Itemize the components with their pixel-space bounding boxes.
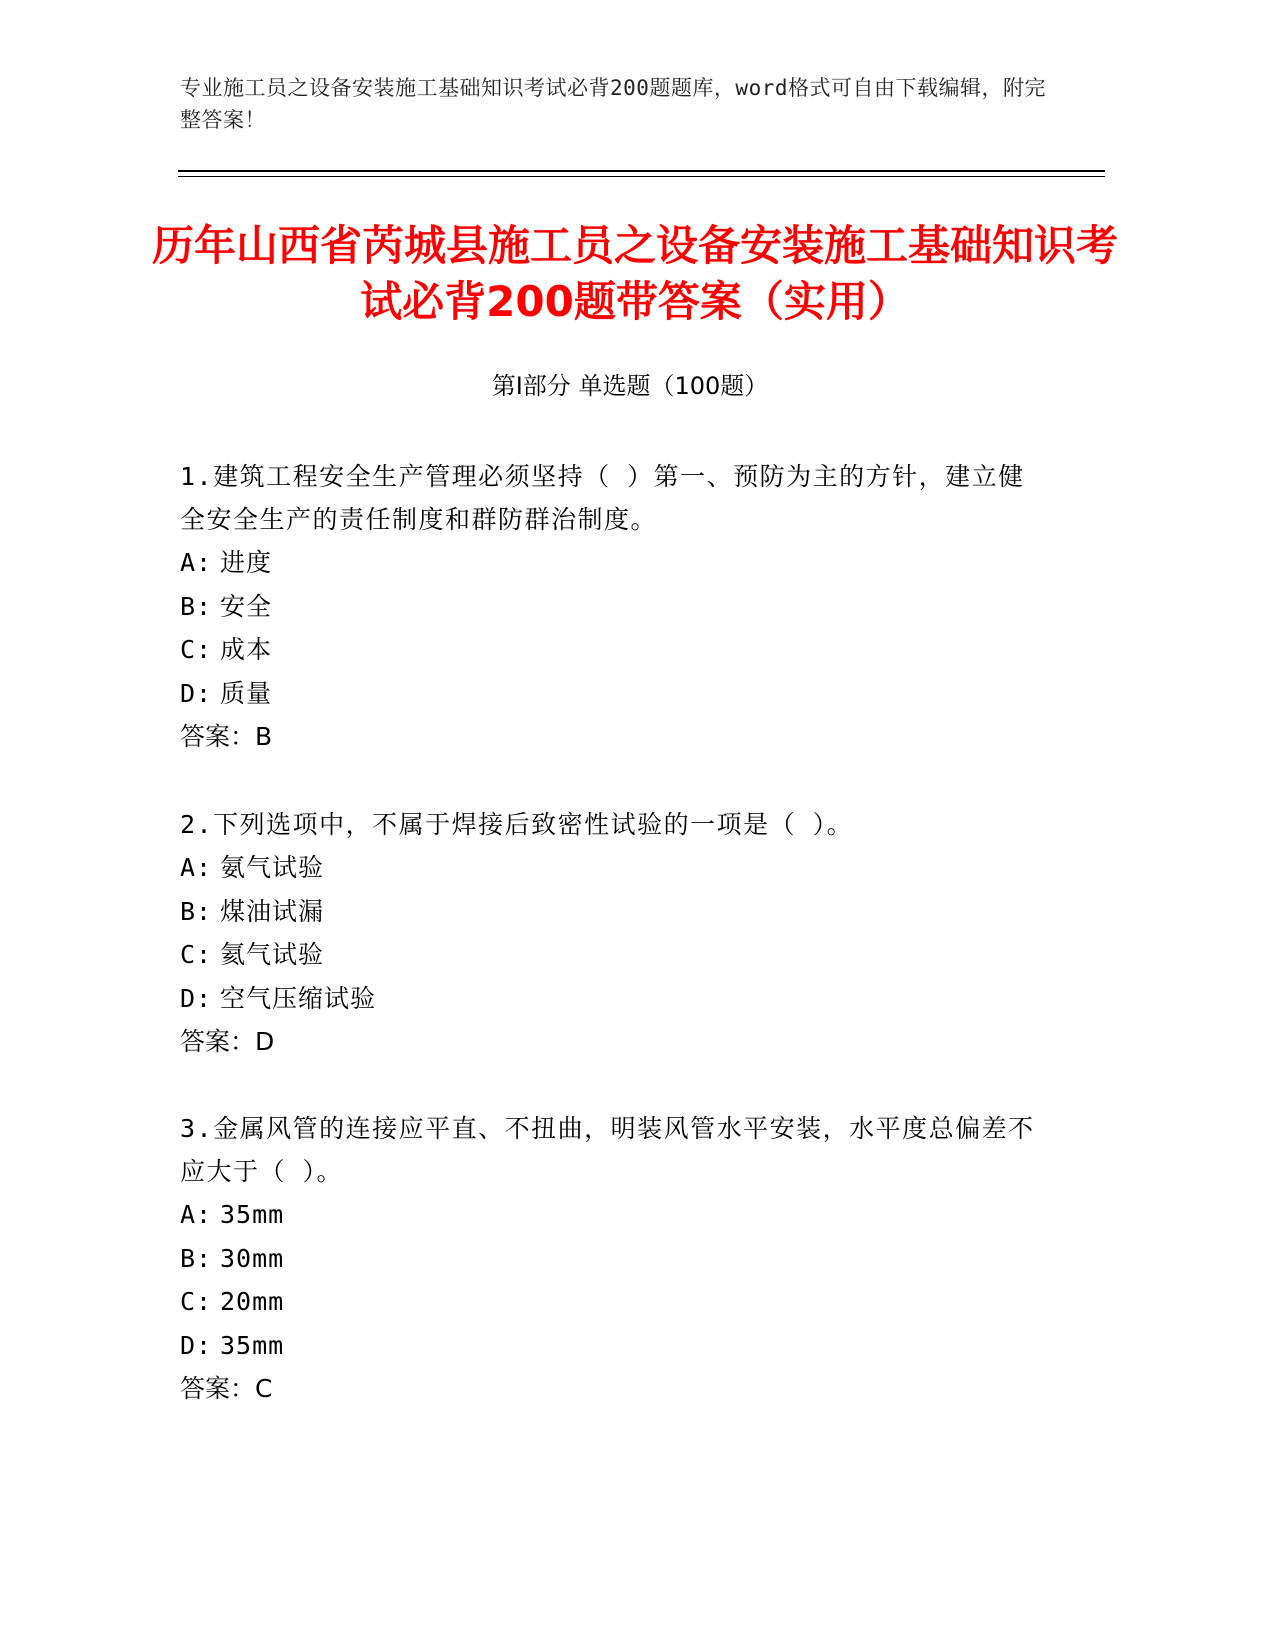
document-title: 历年山西省芮城县施工员之设备安装施工基础知识考试必背200题带答案（实用） [151, 221, 1118, 326]
option-c [180, 933, 1040, 977]
option-label: D: [180, 1330, 213, 1360]
option-label: A: [180, 853, 213, 882]
option-label: D: [180, 983, 213, 1013]
option-text: 煤油试漏 [220, 896, 325, 926]
section-title: 第I部分 单选题（100题） [491, 372, 769, 400]
option-c [180, 1280, 1040, 1324]
option-label: B: [180, 1243, 213, 1273]
header-note: 专业施工员之设备安装施工基础知识考试必背200题题库，word格式可自由下载编辑，附完整答案！ [180, 76, 1046, 132]
option-text: 成本 [220, 635, 273, 664]
option-d [180, 977, 1040, 1021]
option-b [180, 585, 1040, 629]
option-a [180, 541, 1040, 585]
option-text: 进度 [220, 548, 273, 577]
header-rule-thin [178, 176, 1105, 177]
option-label: C: [180, 1287, 213, 1316]
question-stem: 1.建筑工程安全生产管理必须坚持（ ）第一、预防为主的方针，建立健全安全生产的责任制度和群防群治制度。 [180, 462, 1025, 534]
option-text: 质量 [220, 678, 273, 708]
answer: 答案：C [180, 1374, 273, 1403]
option-text: 氦气试验 [220, 940, 325, 969]
question-stem: 3.金属风管的连接应平直、不扭曲，明装风管水平安装，水平度总偏差不应大于（ ）。 [180, 1114, 1035, 1186]
option-label: B: [180, 896, 213, 926]
option-label: B: [180, 591, 213, 621]
option-text: 35mm [220, 1200, 285, 1229]
option-label: C: [180, 940, 213, 969]
option-b [180, 890, 1040, 934]
option-text: 30mm [220, 1243, 285, 1273]
option-b [180, 1237, 1040, 1281]
option-a [180, 846, 1040, 890]
answer: 答案：D [180, 1027, 275, 1056]
question-3 [180, 1107, 1040, 1411]
option-text: 20mm [220, 1287, 285, 1316]
option-text: 安全 [220, 591, 273, 621]
option-text: 氨气试验 [220, 853, 325, 882]
option-text: 空气压缩试验 [220, 983, 377, 1013]
option-d [180, 1324, 1040, 1368]
header-rule-thick [178, 170, 1105, 172]
option-d [180, 672, 1040, 716]
question-2 [180, 803, 1040, 1064]
option-label: A: [180, 548, 213, 577]
option-a [180, 1193, 1040, 1237]
option-text: 35mm [220, 1330, 285, 1360]
question-stem: 2.下列选项中，不属于焊接后致密性试验的一项是（ ）。 [180, 810, 854, 839]
option-label: C: [180, 635, 213, 664]
option-label: D: [180, 678, 213, 708]
answer: 答案：B [180, 722, 273, 751]
question-1 [180, 455, 1040, 759]
option-label: A: [180, 1200, 213, 1229]
option-c [180, 628, 1040, 672]
